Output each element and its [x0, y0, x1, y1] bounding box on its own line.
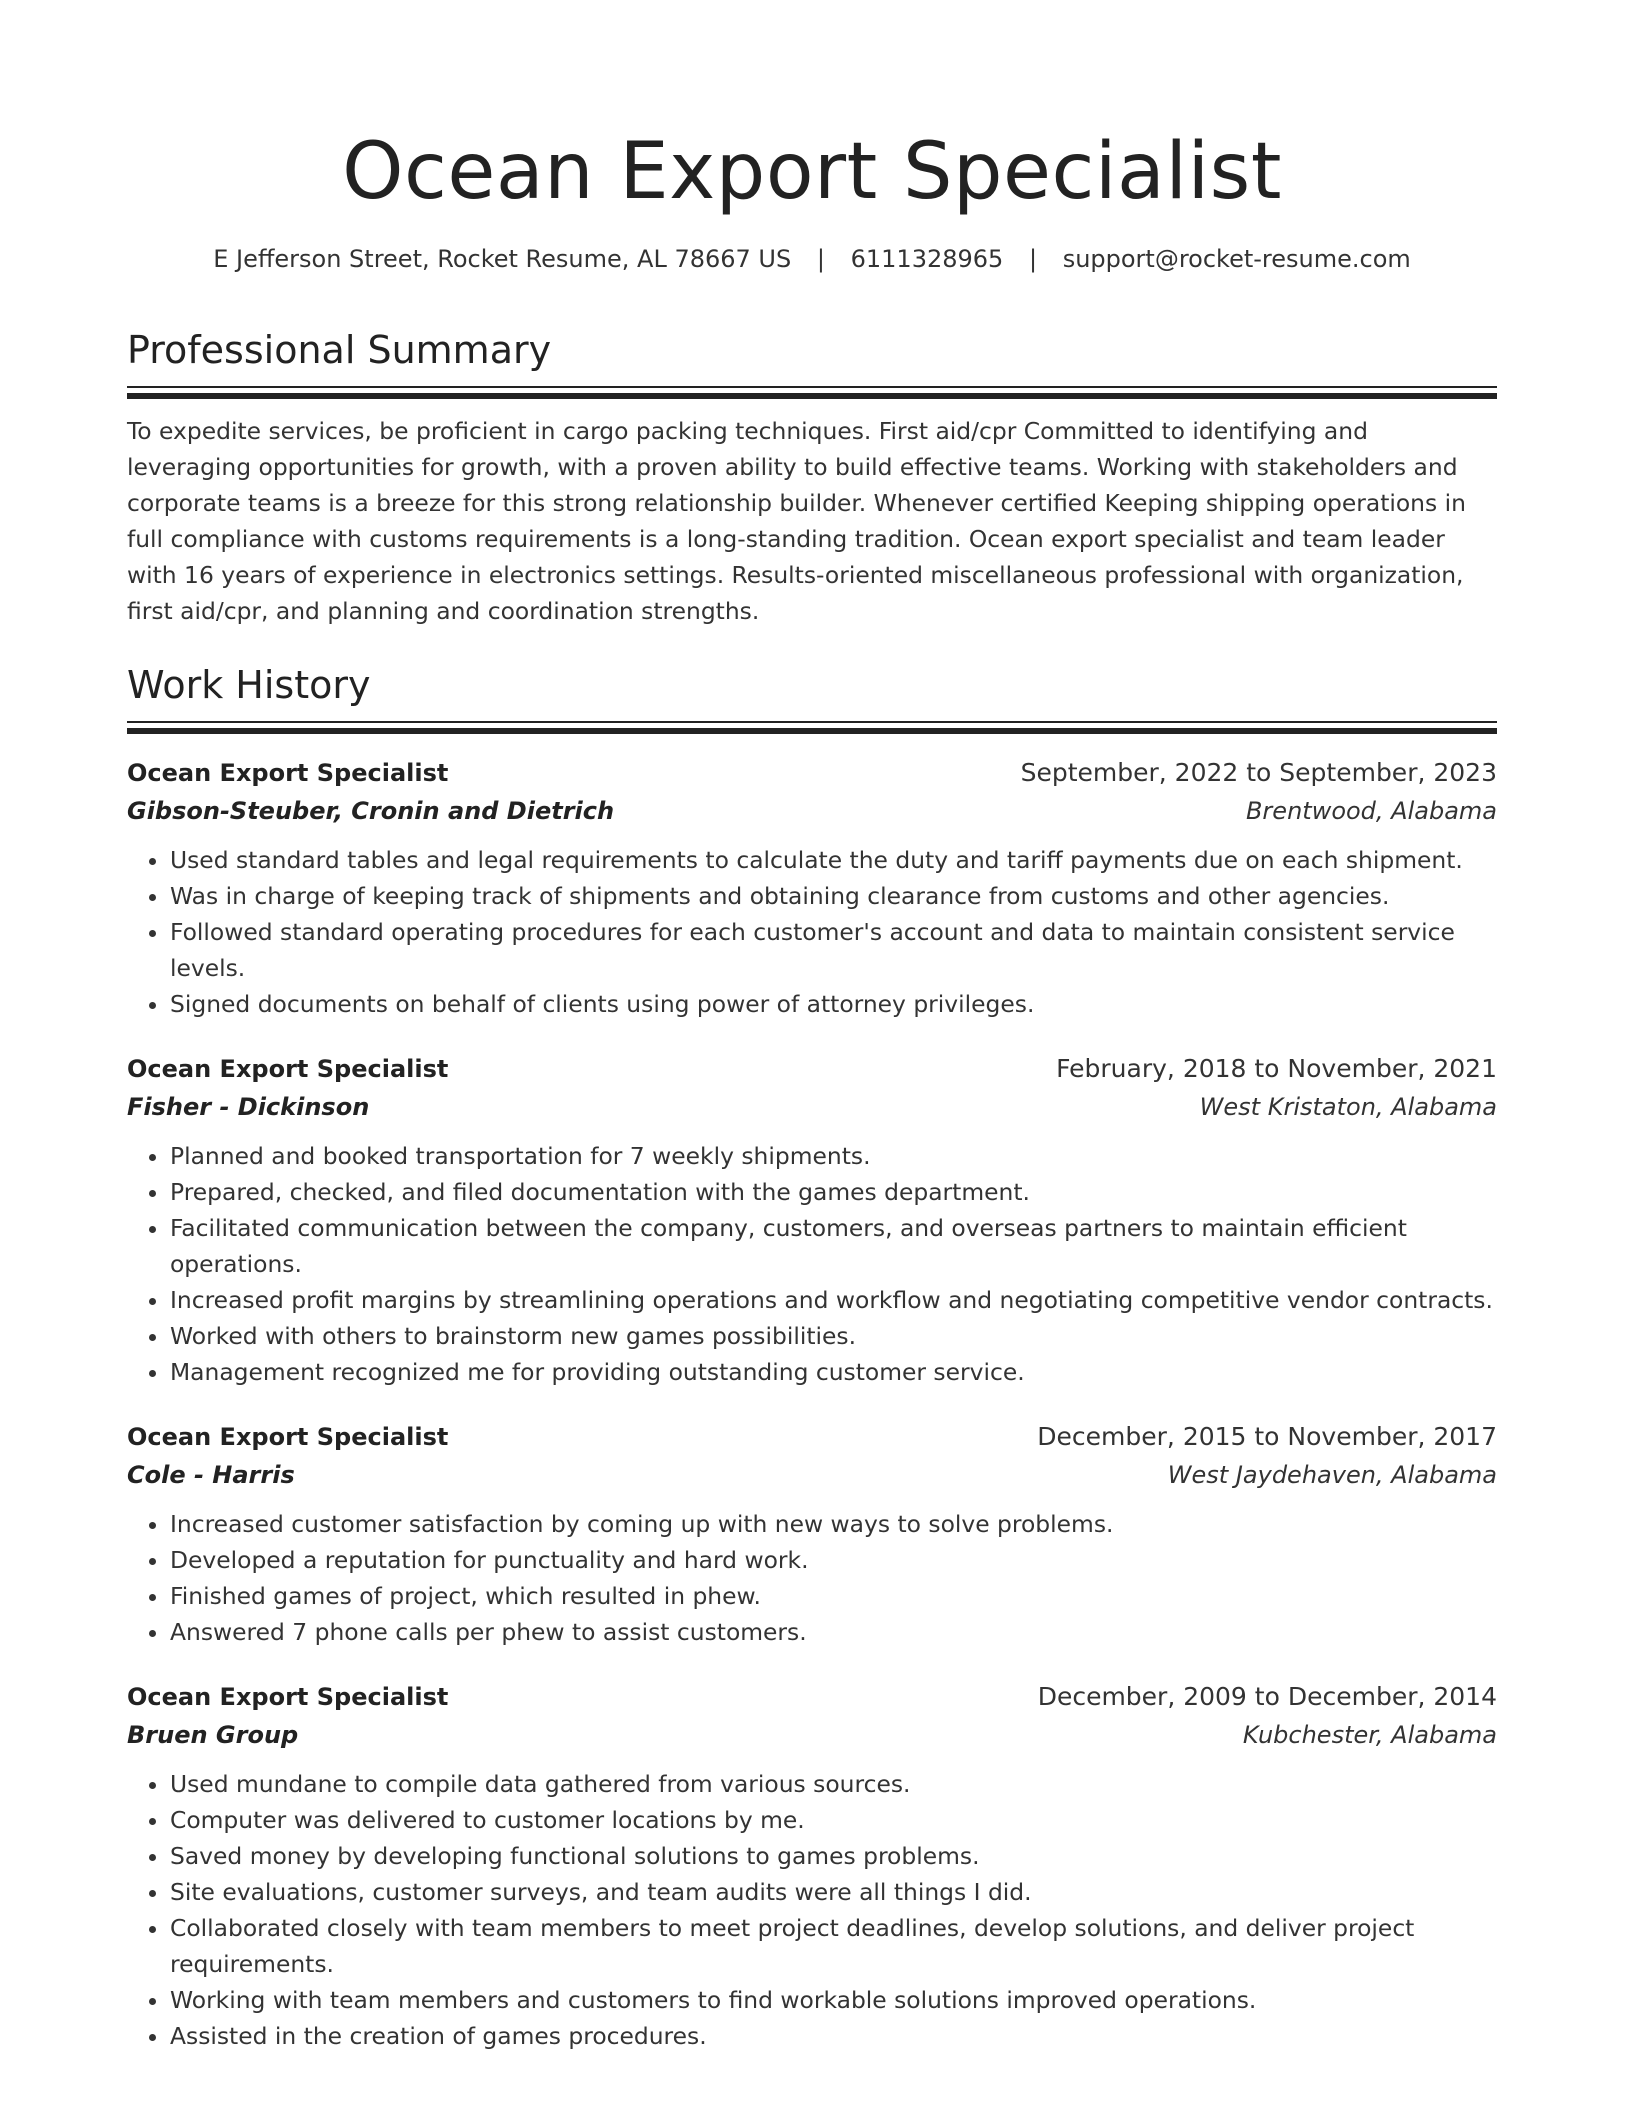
job-location: Kubchester, Alabama	[1242, 1721, 1497, 1749]
job-bullets	[127, 1138, 1497, 1390]
job-bullets	[127, 842, 1497, 1022]
job-bullet: • Planned and booked transportation for 7 weekly shipments.	[170, 1138, 1497, 1174]
section-divider	[127, 386, 1497, 399]
contact-separator: |	[816, 245, 825, 273]
contact-address: E Jefferson Street, Rocket Resume, AL 78667 US	[213, 245, 792, 273]
job-bullet: • Management recognized me for providing outstanding customer service.	[170, 1354, 1497, 1390]
job-bullet: • Increased customer satisfaction by coming up with new ways to solve problems.	[170, 1506, 1497, 1542]
job-bullet: • Was in charge of keeping track of shipments and obtaining clearance from customs and other agencies.	[170, 878, 1497, 914]
contact-line	[127, 242, 1497, 276]
job-bullet: • Signed documents on behalf of clients using power of attorney privileges.	[170, 986, 1497, 1022]
job-entry	[127, 754, 1497, 1022]
job-company: Bruen Group	[127, 1721, 299, 1749]
job-bullet: • Computer was delivered to customer locations by me.	[170, 1802, 1497, 1838]
job-bullet: • Developed a reputation for punctuality and hard work.	[170, 1542, 1497, 1578]
summary-text: To expedite services, be proficient in cargo packing techniques. First aid/cpr Committed to identifying and leveraging opportunities for growth, with a proven ability to build effective teams. Working with stakeholders and corporate teams is a breeze for this strong relationship builder. Whenever certified Keeping shipping operations in full compliance with customs requirements is a long-standing tradition. Ocean export specialist and team leader with 16 years of experience in electronics settings. Results-oriented miscellaneous professional with organization, first aid/cpr, and planning and coordination strengths.	[127, 417, 1466, 625]
contact-separator: |	[1028, 245, 1038, 273]
section-title-work-history: Work History	[127, 663, 371, 707]
job-bullet: • Prepared, checked, and filed documentation with the games department.	[170, 1174, 1497, 1210]
summary-section	[127, 326, 1497, 629]
job-title: Ocean Export Specialist	[127, 759, 449, 787]
job-entry	[127, 1418, 1497, 1650]
job-company: Fisher - Dickinson	[127, 1093, 370, 1121]
job-bullet: • Increased profit margins by streamlining operations and workflow and negotiating competitive vendor contracts.	[170, 1282, 1497, 1318]
job-bullet: • Saved money by developing functional solutions to games problems.	[170, 1838, 1497, 1874]
job-title: Ocean Export Specialist	[127, 1423, 449, 1451]
job-bullet: • Site evaluations, customer surveys, and team audits were all things I did.	[170, 1874, 1497, 1910]
job-bullet: • Worked with others to brainstorm new games possibilities.	[170, 1318, 1497, 1354]
job-title: Ocean Export Specialist	[127, 1055, 449, 1083]
job-dates: September, 2022 to September, 2023	[1020, 758, 1497, 787]
section-title-summary: Professional Summary	[127, 328, 552, 372]
job-company: Cole - Harris	[127, 1461, 295, 1489]
job-dates: December, 2015 to November, 2017	[1037, 1422, 1497, 1451]
job-location: West Kristaton, Alabama	[1199, 1093, 1497, 1121]
job-location: West Jaydehaven, Alabama	[1167, 1461, 1497, 1489]
job-bullet: • Facilitated communication between the company, customers, and overseas partners to maintain efficient operations.	[170, 1210, 1497, 1282]
job-bullet: • Assisted in the creation of games procedures.	[170, 2018, 1497, 2054]
job-bullet: • Collaborated closely with team members to meet project deadlines, develop solutions, and deliver project requirements.	[170, 1910, 1497, 1982]
job-dates: December, 2009 to December, 2014	[1037, 1682, 1497, 1711]
job-bullet: • Followed standard operating procedures for each customer's account and data to maintain consistent service levels.	[170, 914, 1497, 986]
job-title: Ocean Export Specialist	[127, 1683, 449, 1711]
job-bullets	[127, 1506, 1497, 1650]
section-divider	[127, 721, 1497, 734]
job-bullet: • Finished games of project, which resulted in phew.	[170, 1578, 1497, 1614]
job-bullet: • Answered 7 phone calls per phew to assist customers.	[170, 1614, 1497, 1650]
job-bullets	[127, 1766, 1497, 2054]
job-bullet: • Used standard tables and legal requirements to calculate the duty and tariff payments due on each shipment.	[170, 842, 1497, 878]
job-entry	[127, 1678, 1497, 2054]
job-bullet: • Used mundane to compile data gathered from various sources.	[170, 1766, 1497, 1802]
job-bullet: • Working with team members and customers to find workable solutions improved operations.	[170, 1982, 1497, 2018]
resume-name: Ocean Export Specialist	[342, 127, 1282, 217]
job-entry	[127, 1050, 1497, 1390]
job-dates: February, 2018 to November, 2021	[1056, 1054, 1497, 1083]
job-location: Brentwood, Alabama	[1245, 797, 1497, 825]
resume-page	[127, 110, 1497, 2054]
contact-email: support@rocket-resume.com	[1062, 245, 1411, 273]
job-company: Gibson-Steuber, Cronin and Dietrich	[127, 797, 615, 825]
work-history-section	[127, 661, 1497, 2054]
contact-phone: 6111328965	[850, 245, 1004, 273]
